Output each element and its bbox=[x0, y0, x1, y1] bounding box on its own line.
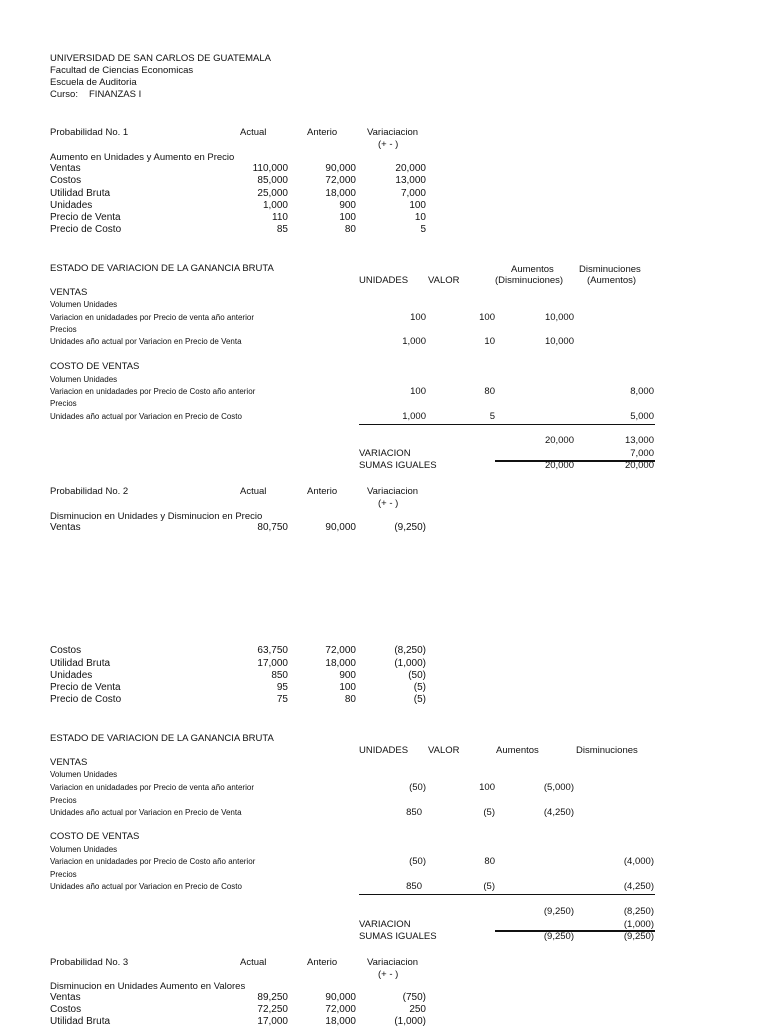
unidades-value: 850 bbox=[406, 807, 422, 818]
ua-costo-label: Unidades año actual por Variacion en Precio de Costo bbox=[50, 882, 242, 891]
actual-value: 1,000 bbox=[262, 200, 288, 211]
valor-header: VALOR bbox=[428, 275, 460, 286]
anterior-value: 18,000 bbox=[325, 658, 356, 669]
actual-value: 17,000 bbox=[257, 1016, 288, 1027]
anterior-value: 80 bbox=[344, 694, 356, 705]
variacion-label: VARIACION bbox=[359, 448, 411, 459]
variacion-value: 5 bbox=[420, 224, 426, 235]
variacion-value: (5) bbox=[413, 694, 426, 705]
table-row-label: Costos bbox=[50, 175, 82, 186]
actual-value: 75 bbox=[276, 694, 288, 705]
ua-venta-label: Unidades año actual por Variacion en Precio de Venta bbox=[50, 808, 242, 817]
variacion-value: (750) bbox=[402, 992, 426, 1003]
table-row-label: Precio de Venta bbox=[50, 212, 121, 223]
actual-value: 72,250 bbox=[257, 1004, 288, 1015]
actual-value: 89,250 bbox=[257, 992, 288, 1003]
costo-ventas-heading: COSTO DE VENTAS bbox=[50, 831, 140, 842]
actual-value: 110 bbox=[272, 212, 288, 223]
variacion-value: 7,000 bbox=[400, 188, 426, 199]
p3-subtitle: Disminucion en Unidades Aumento en Valores bbox=[50, 981, 246, 992]
p3-title: Probabilidad No. 3 bbox=[50, 957, 129, 968]
ventas-heading: VENTAS bbox=[50, 287, 88, 298]
variacion-value: 13,000 bbox=[395, 175, 426, 186]
table-row-label: Unidades bbox=[50, 670, 93, 681]
aumentos-value: (5,000) bbox=[543, 782, 574, 793]
disminuciones-value: (4,250) bbox=[623, 881, 654, 892]
table-row-label: Precio de Venta bbox=[50, 682, 121, 693]
faculty-name: Facultad de Ciencias Economicas bbox=[50, 65, 194, 76]
table-row-label: Utilidad Bruta bbox=[50, 658, 111, 669]
table-row-label: Precio de Costo bbox=[50, 694, 122, 705]
anterior-value: 100 bbox=[339, 212, 356, 223]
anterior-value: 80 bbox=[344, 224, 356, 235]
variacion-value: (1,000) bbox=[394, 658, 426, 669]
valor-header: VALOR bbox=[428, 745, 460, 756]
col-signs-header: (+ - ) bbox=[378, 969, 399, 980]
precios-label: Precios bbox=[50, 399, 77, 408]
university-name: UNIVERSIDAD DE SAN CARLOS DE GUATEMALA bbox=[50, 53, 272, 64]
table-row-label: Costos bbox=[50, 1004, 82, 1015]
col-signs-header: (+ - ) bbox=[378, 139, 399, 150]
var-costo-label: Variacion en unidadades por Precio de Costo año anterior bbox=[50, 857, 256, 866]
col-anterior-header: Anterio bbox=[307, 486, 338, 497]
unidades-header: UNIDADES bbox=[359, 745, 409, 756]
table-row-label: Ventas bbox=[50, 522, 81, 533]
sumas-disminuciones-value: (9,250) bbox=[623, 931, 654, 942]
estado-title: ESTADO DE VARIACION DE LA GANANCIA BRUTA bbox=[50, 733, 274, 744]
variacion-value: 7,000 bbox=[630, 448, 654, 459]
valor-value: 5 bbox=[489, 411, 495, 422]
col-actual-header: Actual bbox=[240, 127, 267, 138]
anterior-value: 90,000 bbox=[325, 522, 356, 533]
ua-venta-label: Unidades año actual por Variacion en Precio de Venta bbox=[50, 337, 242, 346]
table-row-label: Utilidad Bruta bbox=[50, 1016, 111, 1027]
p2-subtitle: Disminucion en Unidades y Disminucion en Precio bbox=[50, 511, 263, 522]
total-disminuciones-value: 13,000 bbox=[624, 435, 654, 446]
actual-value: 63,750 bbox=[257, 645, 288, 656]
aumentos-header: Aumentos bbox=[511, 264, 554, 275]
actual-value: 95 bbox=[276, 682, 288, 693]
course-label: Curso: bbox=[50, 89, 78, 100]
variacion-value: (8,250) bbox=[394, 645, 426, 656]
variacion-value: (1,000) bbox=[394, 1016, 426, 1027]
disminuciones-value: 8,000 bbox=[630, 386, 654, 397]
col-actual-header: Actual bbox=[240, 486, 267, 497]
variacion-value: (1,000) bbox=[623, 919, 654, 930]
variacion-value: 20,000 bbox=[395, 163, 426, 174]
variacion-value: (50) bbox=[408, 670, 426, 681]
volumen-label: Volumen Unidades bbox=[50, 770, 118, 779]
aumentos-value: (4,250) bbox=[543, 807, 574, 818]
var-venta-label: Variacion en unidadades por Precio de venta año anterior bbox=[50, 783, 254, 792]
volumen-label: Volumen Unidades bbox=[50, 845, 118, 854]
ua-costo-label: Unidades año actual por Variacion en Precio de Costo bbox=[50, 412, 242, 421]
anterior-value: 100 bbox=[339, 682, 356, 693]
costo-ventas-heading: COSTO DE VENTAS bbox=[50, 361, 140, 372]
valor-value: 10 bbox=[484, 336, 495, 347]
anterior-value: 900 bbox=[339, 670, 356, 681]
var-costo-label: Variacion en unidadades por Precio de Costo año anterior bbox=[50, 387, 256, 396]
unidades-value: 1,000 bbox=[402, 336, 426, 347]
unidades-value: (50) bbox=[409, 856, 426, 867]
col-anterior-header: Anterio bbox=[307, 127, 338, 138]
aumentos-value: 10,000 bbox=[544, 336, 574, 347]
col-signs-header: (+ - ) bbox=[378, 498, 399, 509]
actual-value: 85 bbox=[276, 224, 288, 235]
sumas-iguales-label: SUMAS IGUALES bbox=[359, 460, 437, 471]
divider bbox=[359, 424, 655, 425]
table-row-label: Costos bbox=[50, 645, 82, 656]
precios-label: Precios bbox=[50, 325, 77, 334]
unidades-value: (50) bbox=[409, 782, 426, 793]
disminuciones-header: Disminuciones bbox=[579, 264, 641, 275]
valor-value: (5) bbox=[483, 807, 495, 818]
col-actual-header: Actual bbox=[240, 957, 267, 968]
divider bbox=[359, 894, 655, 895]
actual-value: 25,000 bbox=[257, 188, 288, 199]
total-disminuciones-value: (8,250) bbox=[623, 906, 654, 917]
actual-value: 17,000 bbox=[257, 658, 288, 669]
disminuciones-paren-header: (Aumentos) bbox=[587, 275, 637, 286]
anterior-value: 90,000 bbox=[325, 163, 356, 174]
unidades-value: 100 bbox=[410, 386, 426, 397]
valor-value: 80 bbox=[484, 386, 495, 397]
table-row-label: Precio de Costo bbox=[50, 224, 122, 235]
var-venta-label: Variacion en unidadades por Precio de venta año anterior bbox=[50, 313, 254, 322]
precios-label: Precios bbox=[50, 870, 77, 879]
actual-value: 85,000 bbox=[257, 175, 288, 186]
actual-value: 80,750 bbox=[257, 522, 288, 533]
anterior-value: 900 bbox=[339, 200, 356, 211]
col-variacion-header: Variaciacion bbox=[367, 486, 419, 497]
actual-value: 110,000 bbox=[252, 163, 288, 174]
p1-title: Probabilidad No. 1 bbox=[50, 127, 129, 138]
variacion-value: 250 bbox=[409, 1004, 426, 1015]
disminuciones-value: 5,000 bbox=[630, 411, 654, 422]
table-row-label: Unidades bbox=[50, 200, 93, 211]
valor-value: 100 bbox=[479, 312, 495, 323]
actual-value: 850 bbox=[271, 670, 288, 681]
sumas-aumentos-value: (9,250) bbox=[543, 931, 574, 942]
variacion-value: 10 bbox=[414, 212, 426, 223]
table-row-label: Utilidad Bruta bbox=[50, 188, 111, 199]
unidades-value: 850 bbox=[406, 881, 422, 892]
sumas-disminuciones-value: 20,000 bbox=[624, 460, 654, 471]
col-variacion-header: Variaciacion bbox=[367, 957, 419, 968]
p1-subtitle: Aumento en Unidades y Aumento en Precio bbox=[50, 152, 235, 163]
p2-title: Probabilidad No. 2 bbox=[50, 486, 129, 497]
disminuciones-value: (4,000) bbox=[623, 856, 654, 867]
valor-value: 100 bbox=[479, 782, 495, 793]
anterior-value: 72,000 bbox=[325, 1004, 356, 1015]
variacion-value: 100 bbox=[409, 200, 426, 211]
aumentos-value: 10,000 bbox=[544, 312, 574, 323]
school-name: Escuela de Auditoria bbox=[50, 77, 137, 88]
estado-title: ESTADO DE VARIACION DE LA GANANCIA BRUTA bbox=[50, 263, 274, 274]
col-anterior-header: Anterio bbox=[307, 957, 338, 968]
anterior-value: 90,000 bbox=[325, 992, 356, 1003]
volumen-label: Volumen Unidades bbox=[50, 300, 118, 309]
aumentos-paren-header: (Disminuciones) bbox=[495, 275, 564, 286]
unidades-header: UNIDADES bbox=[359, 275, 409, 286]
table-row-label: Ventas bbox=[50, 163, 81, 174]
unidades-value: 100 bbox=[410, 312, 426, 323]
precios-label: Precios bbox=[50, 796, 77, 805]
disminuciones-header: Disminuciones bbox=[576, 745, 638, 756]
volumen-label: Volumen Unidades bbox=[50, 375, 118, 384]
sumas-iguales-label: SUMAS IGUALES bbox=[359, 931, 437, 942]
variacion-label: VARIACION bbox=[359, 919, 411, 930]
sumas-aumentos-value: 20,000 bbox=[544, 460, 574, 471]
table-row-label: Ventas bbox=[50, 992, 81, 1003]
course-value: FINANZAS I bbox=[89, 89, 142, 100]
valor-value: (5) bbox=[483, 881, 495, 892]
variacion-value: (9,250) bbox=[394, 522, 426, 533]
unidades-value: 1,000 bbox=[402, 411, 426, 422]
valor-value: 80 bbox=[484, 856, 495, 867]
total-aumentos-value: (9,250) bbox=[543, 906, 574, 917]
anterior-value: 18,000 bbox=[325, 188, 356, 199]
aumentos-header: Aumentos bbox=[496, 745, 539, 756]
anterior-value: 72,000 bbox=[325, 645, 356, 656]
anterior-value: 72,000 bbox=[325, 175, 356, 186]
col-variacion-header: Variaciacion bbox=[367, 127, 419, 138]
variacion-value: (5) bbox=[413, 682, 426, 693]
total-aumentos-value: 20,000 bbox=[544, 435, 574, 446]
ventas-heading: VENTAS bbox=[50, 757, 88, 768]
anterior-value: 18,000 bbox=[325, 1016, 356, 1027]
